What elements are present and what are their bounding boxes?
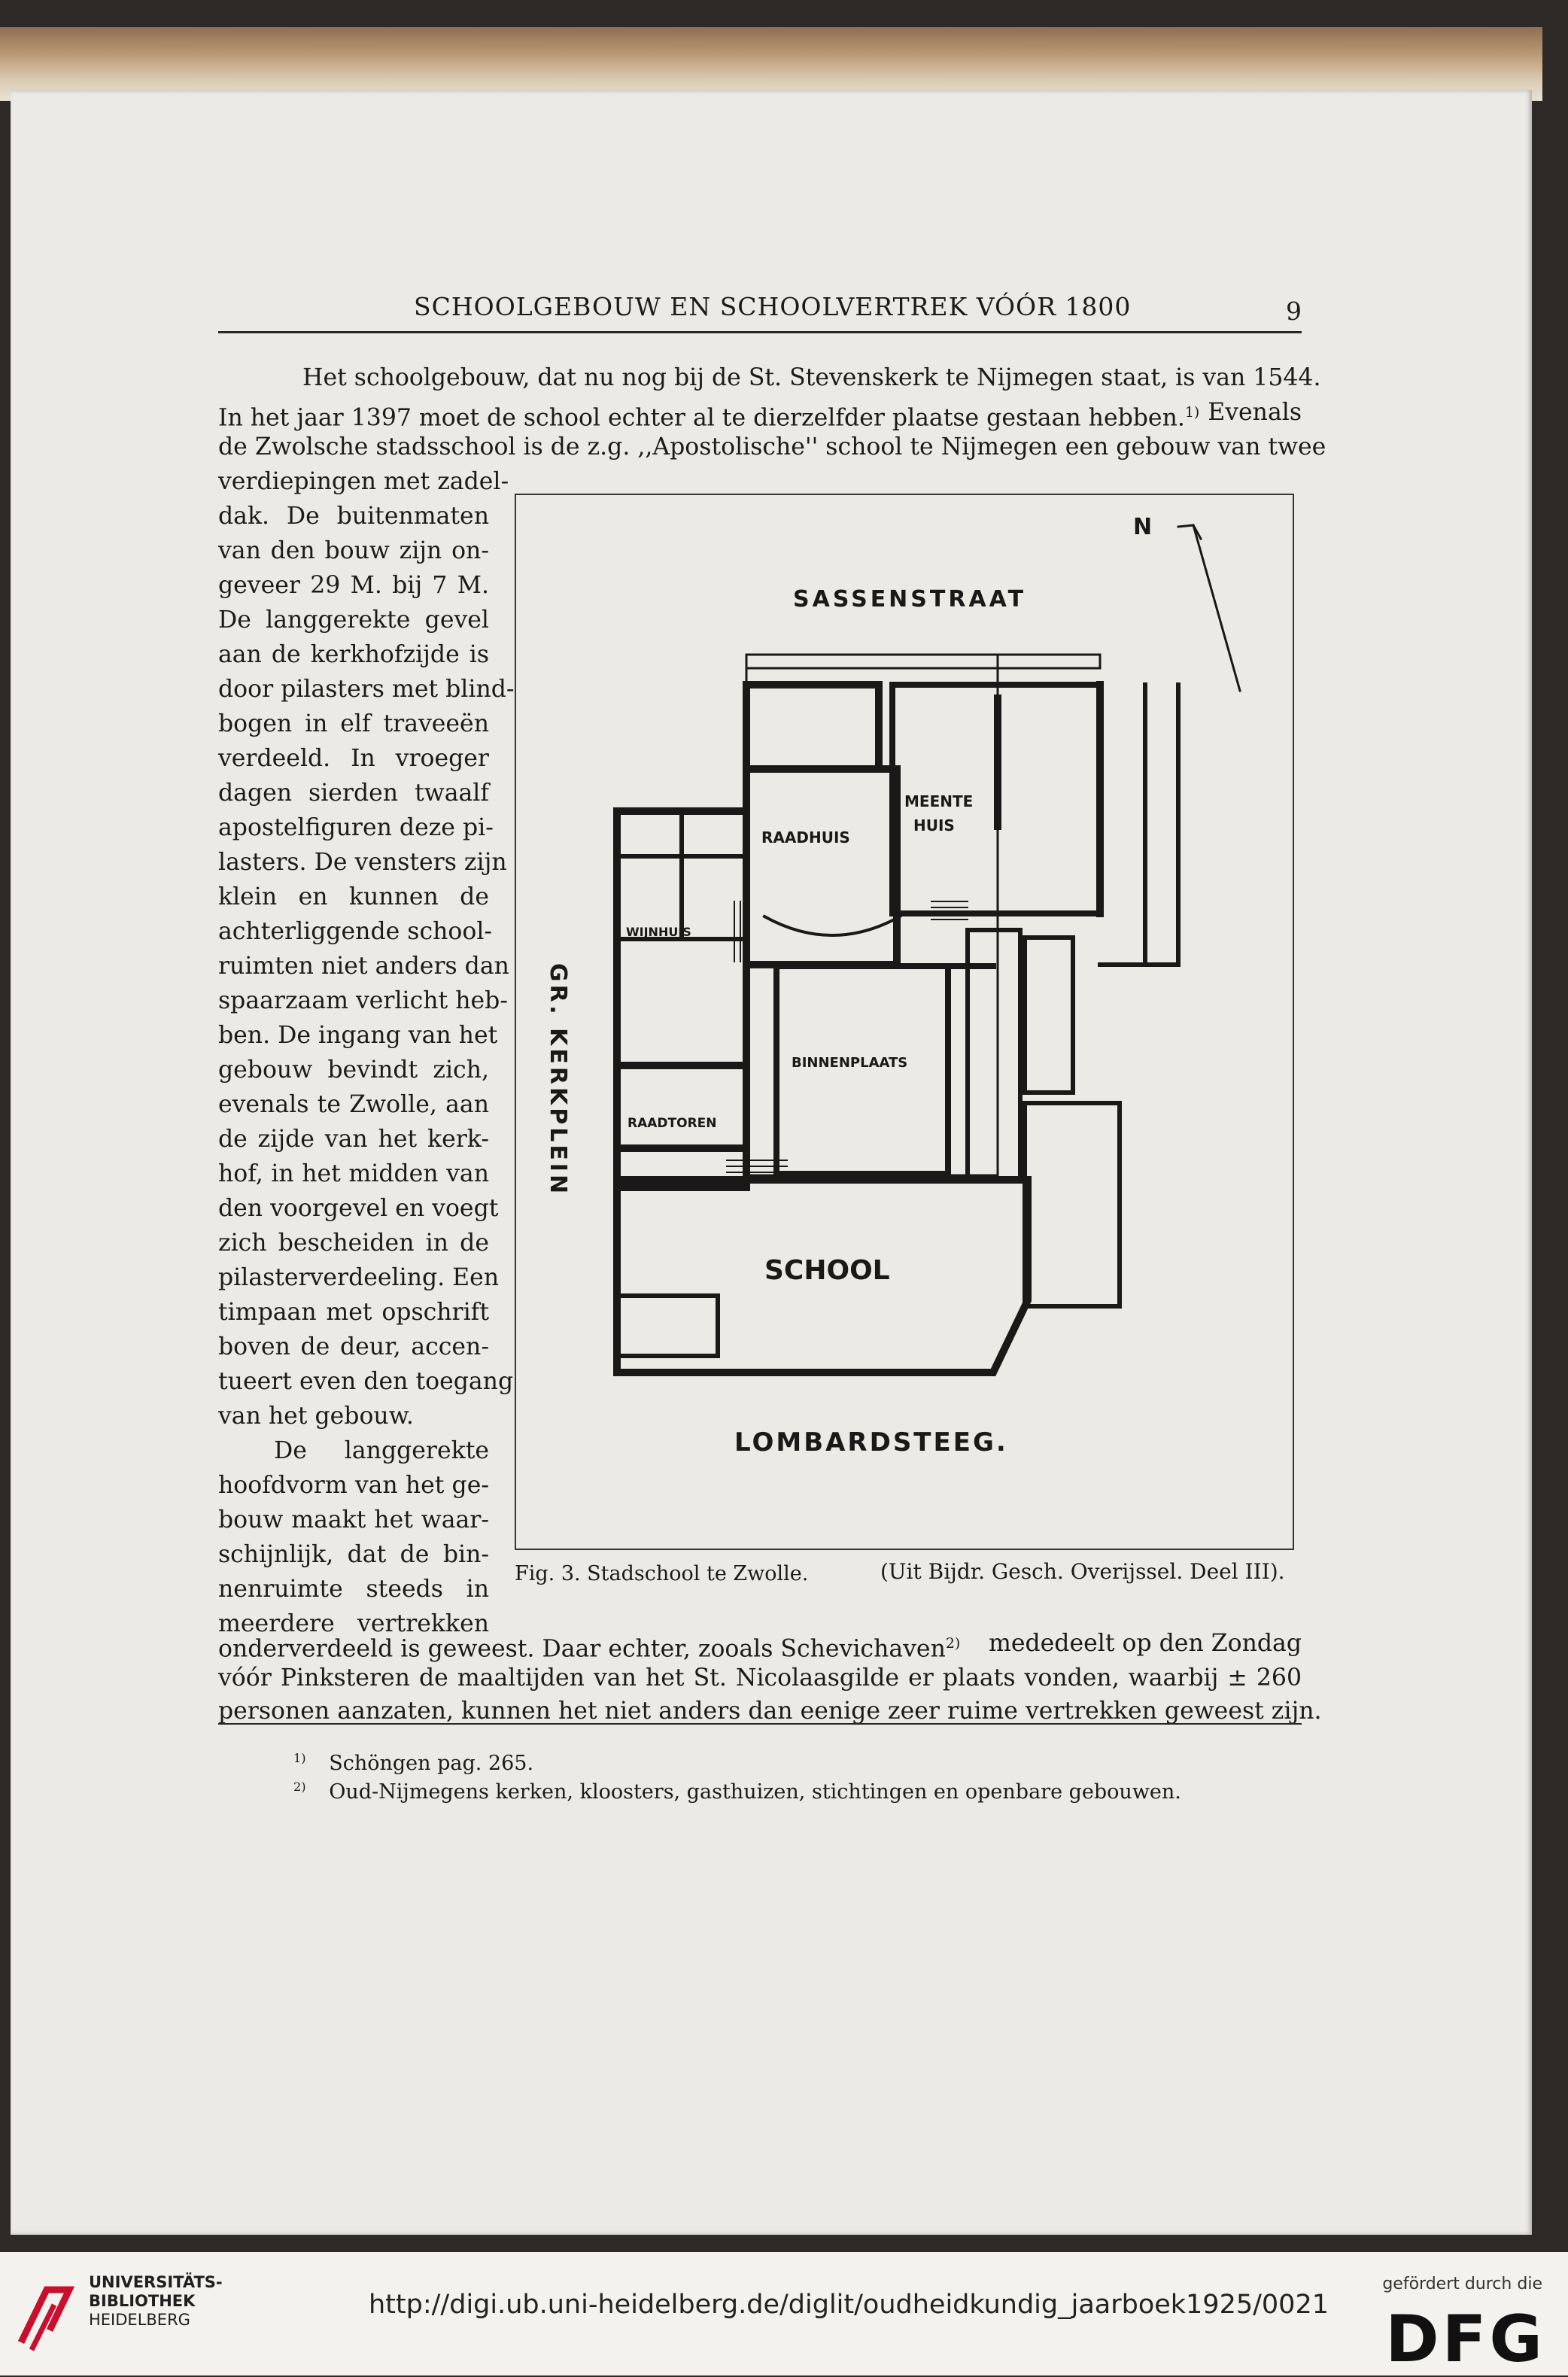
room-raadtoren-label: RAADTOREN xyxy=(628,1116,717,1131)
funding-note: gefördert durch die xyxy=(1382,2275,1542,2293)
room-school-label: SCHOOL xyxy=(764,1255,890,1286)
text-line xyxy=(218,1627,1302,1667)
column-line: bogen in elf traveeën xyxy=(218,710,489,737)
footnote-text: Oud-Nijmegens kerken, kloosters, gasthuizen, stichtingen en openbare gebouwen. xyxy=(329,1780,1181,1804)
column-line: spaarzaam verlicht heb- xyxy=(218,987,508,1014)
street-top-label: SASSENSTRAAT xyxy=(793,586,1027,612)
footnote-ref: 2) xyxy=(945,1635,961,1652)
room-binnenplaats-label: BINNENPLAATS xyxy=(792,1055,908,1071)
floor-plan-drawing xyxy=(516,495,1293,1549)
column-line: van den bouw zijn on- xyxy=(218,537,489,564)
column-line: geveer 29 M. bij 7 M. xyxy=(218,572,489,599)
text-line: vóór Pinksteren de maaltijden van het St. Nicolaasgilde er plaats vonden, waarbij ± 260 xyxy=(218,1664,1302,1692)
text-line-main: onderverdeeld is geweest. Daar echter, zooals Schevichaven xyxy=(218,1635,946,1663)
running-head xyxy=(218,292,1302,333)
text-line-tail: mededeelt op den Zondag xyxy=(988,1630,1302,1657)
text-line: de Zwolsche stadsschool is de z.g. ,,Apostolische'' school te Nijmegen een gebouw van twee xyxy=(218,433,1326,461)
column-line: evenals te Zwolle, aan xyxy=(218,1091,489,1118)
column-line: aan de kerkhofzijde is xyxy=(218,641,489,668)
column-line: zich bescheiden in de xyxy=(218,1230,489,1257)
page-number: 9 xyxy=(1286,296,1302,326)
text-line: personen aanzaten, kunnen het niet anders dan eenige zeer ruime vertrekken geweest zijn. xyxy=(218,1698,1322,1725)
column-line: tueert even den toegang xyxy=(218,1368,514,1395)
library-name-line: UNIVERSITÄTS- xyxy=(89,2273,223,2291)
text-line: Het schoolgebouw, dat nu nog bij de St. Stevenskerk te Nijmegen staat, is van 1544. xyxy=(302,364,1321,391)
column-line: verdeeld. In vroeger xyxy=(218,745,489,772)
footnote-mark: 1) xyxy=(293,1751,306,1765)
footnote-rule xyxy=(218,1723,1302,1725)
column-line: ben. De ingang van het xyxy=(218,1022,498,1049)
room-huis-label: HUIS xyxy=(913,816,955,834)
footnote-2 xyxy=(293,1773,1181,1807)
column-line: hoofdvorm van het ge- xyxy=(218,1472,489,1499)
column-line: meerdere vertrekken xyxy=(218,1610,489,1637)
column-line: verdiepingen met zadel- xyxy=(218,468,509,495)
column-line: timpaan met opschrift xyxy=(218,1299,489,1326)
document-url[interactable]: http://digi.ub.uni-heidelberg.de/diglit/oudheidkundig_jaarboek1925/0021 xyxy=(369,2290,1329,2320)
column-line: hof, in het midden van xyxy=(218,1160,489,1187)
footnote-text: Schöngen pag. 265. xyxy=(329,1752,534,1775)
room-meente-label: MEENTE xyxy=(904,792,974,810)
viewer-footer xyxy=(0,2252,1568,2375)
column-line: bouw maakt het waar- xyxy=(218,1506,489,1533)
column-line: apostelfiguren deze pi- xyxy=(218,814,494,841)
running-title: SCHOOLGEBOUW EN SCHOOLVERTREK VÓÓR 1800 xyxy=(414,292,1132,321)
room-raadhuis-label: RAADHUIS xyxy=(761,828,850,847)
column-line: pilasterverdeeling. Een xyxy=(218,1264,500,1291)
column-line: De langgerekte gevel xyxy=(218,606,489,634)
north-label: N xyxy=(1133,514,1153,540)
footnote-ref: 1) xyxy=(1184,404,1200,421)
column-line: ruimten niet anders dan xyxy=(218,953,509,980)
column-line: de zijde van het kerk- xyxy=(218,1126,489,1153)
text-line xyxy=(218,396,1302,436)
column-line: dagen sierden twaalf xyxy=(218,780,489,807)
figure-source: (Uit Bijdr. Gesch. Overijssel. Deel III). xyxy=(880,1559,1285,1584)
street-bottom-label: LOMBARDSTEEG. xyxy=(734,1427,1008,1458)
text-line-main: In het jaar 1397 moet de school echter al te dierzelfder plaatse gestaan hebben. xyxy=(218,404,1185,432)
column-line: dak. De buitenmaten xyxy=(218,503,489,530)
column-line: lasters. De vensters zijn xyxy=(218,849,507,876)
figure-caption: Fig. 3. Stadschool te Zwolle. xyxy=(515,1562,809,1585)
column-line: achterliggende school- xyxy=(218,918,493,945)
square-label: GR. KERKPLEIN xyxy=(545,963,571,1197)
column-line: den voorgevel en voegt xyxy=(218,1195,499,1222)
column-line: van het gebouw. xyxy=(218,1403,414,1430)
library-name-line: BIBLIOTHEK xyxy=(89,2292,196,2310)
text-line-tail: Evenals xyxy=(1208,399,1302,426)
column-line: klein en kunnen de xyxy=(218,883,489,910)
column-line: schijnlijk, dat de bin- xyxy=(218,1541,489,1568)
column-line: nenruimte steeds in xyxy=(218,1576,489,1603)
library-logo-icon xyxy=(17,2275,77,2356)
footnote-mark: 2) xyxy=(293,1780,306,1794)
library-name-line: HEIDELBERG xyxy=(89,2311,190,2329)
column-line: boven de deur, accen- xyxy=(218,1333,489,1360)
dfg-logo: DFG xyxy=(1385,2302,1545,2377)
column-line: gebouw bevindt zich, xyxy=(218,1056,489,1084)
column-line: door pilasters met blind- xyxy=(218,676,515,703)
library-name xyxy=(89,2273,223,2330)
room-wijnhuis-label: WIJNHUIS xyxy=(626,925,691,939)
floor-plan-figure xyxy=(515,494,1294,1550)
column-line: De langgerekte xyxy=(274,1437,489,1464)
north-arrow xyxy=(1193,525,1240,691)
